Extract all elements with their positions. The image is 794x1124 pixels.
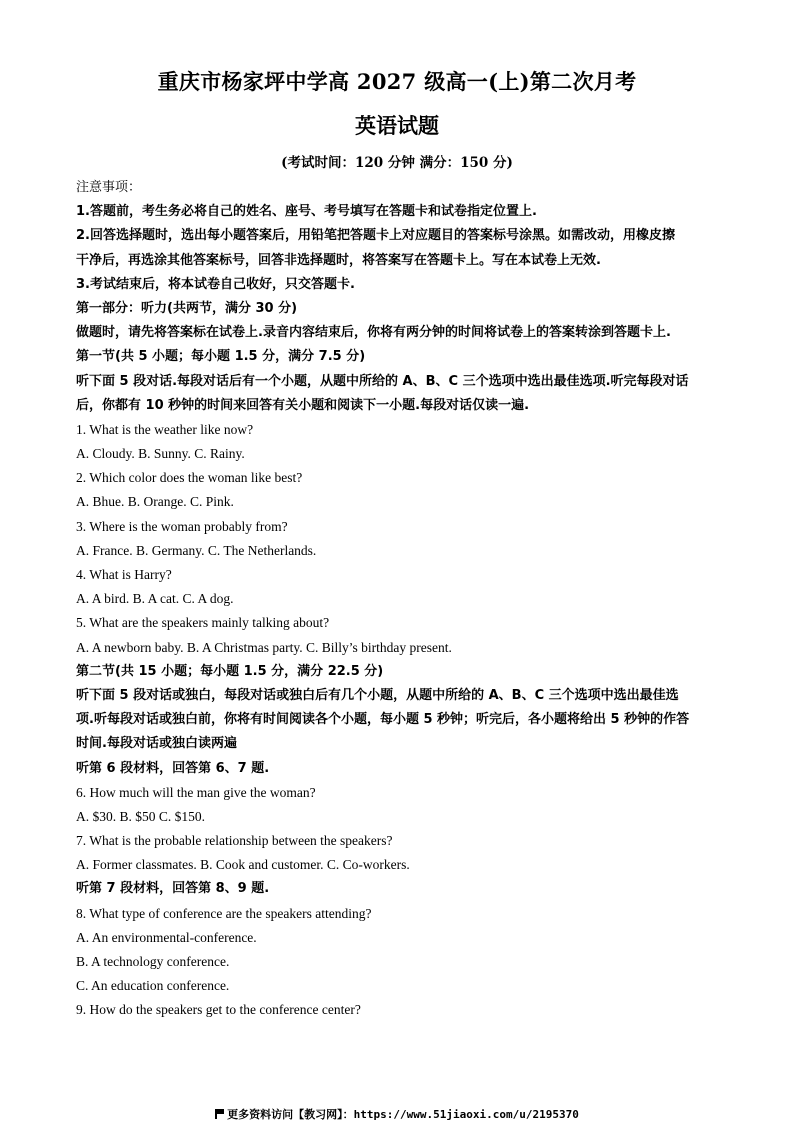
question-2-options: A. Bhue. B. Orange. C. Pink. [76, 494, 234, 510]
notes-heading: 注意事项： [76, 180, 142, 195]
material-6-heading: 听第 6 段材料，回答第 6、7 题. [76, 760, 270, 776]
note-item-1: 1.答题前，考生务必将自己的姓名、座号、考号填写在答题卡和试卷指定位置上. [76, 204, 537, 220]
material-7-heading: 听第 7 段材料，回答第 8、9 题. [76, 881, 270, 897]
question-1: 1. What is the weather like now? [76, 421, 254, 437]
exam-body [76, 176, 722, 1023]
question-7: 7. What is the probable relationship between the speakers? [76, 833, 393, 849]
note-item-2-line-1: 2.回答选择题时，选出每小题答案后，用铅笔把答题卡上对应题目的答案标号涂黑。如需改动，用橡皮擦 [76, 228, 675, 244]
section1-heading: 第一节(共 5 小题；每小题 1.5 分，满分 7.5 分) [76, 349, 366, 365]
question-8-option-a: A. An environmental-conference. [76, 929, 257, 945]
question-9: 9. How do the speakers get to the conference center? [76, 1002, 361, 1018]
question-3: 3. Where is the woman probably from? [76, 518, 288, 534]
footer-link-text[interactable]: 更多资料访问【教习网】：https://www.51jiaoxi.com/u/2195370 [227, 1108, 579, 1121]
flag-icon [215, 1109, 224, 1119]
exam-title: 重庆市杨家坪中学高 2027 级高一(上)第二次月考 [157, 69, 637, 94]
question-5: 5. What are the speakers mainly talking about? [76, 615, 330, 631]
question-4: 4. What is Harry? [76, 567, 172, 582]
section2-instruction-line-3: 时间.每段对话或独白读两遍 [76, 736, 237, 752]
question-8: 8. What type of conference are the speakers attending? [76, 905, 372, 921]
part1-heading: 第一部分：听力(共两节，满分 30 分) [76, 300, 298, 316]
section1-instruction-line-2: 后，你都有 10 秒钟的时间来回答有关小题和阅读下一小题.每段对话仅读一遍. [76, 397, 530, 413]
section1-instruction-line-1: 听下面 5 段对话.每段对话后有一个小题，从题中所给的 A、B、C 三个选项中选出最佳选项.听完每段对话 [76, 373, 689, 389]
question-3-options: A. France. B. Germany. C. The Netherlands. [76, 542, 317, 558]
question-1-options: A. Cloudy. B. Sunny. C. Rainy. [76, 446, 245, 462]
question-4-options: A. A bird. B. A cat. C. A dog. [76, 591, 234, 607]
exam-info: (考试时间：120 分钟 满分：150 分) [281, 155, 513, 171]
question-5-options: A. A newborn baby. B. A Christmas party. C. Billy’s birthday present. [76, 639, 452, 655]
question-2: 2. Which color does the woman like best? [76, 470, 303, 486]
section2-instruction-line-2: 项.听每段对话或独白前，你将有时间阅读各个小题，每小题 5 秒钟；听完后，各小题将给出 5 秒钟的作答 [76, 712, 690, 728]
question-7-options: A. Former classmates. B. Cook and customer. C. Co-workers. [76, 857, 410, 873]
note-item-3: 3.考试结束后，将本试卷自己收好，只交答题卡. [76, 276, 355, 292]
section2-heading: 第二节(共 15 小题；每小题 1.5 分，满分 22.5 分) [76, 663, 384, 679]
question-8-option-c: C. An education conference. [76, 978, 230, 994]
part1-instruction: 做题时，请先将答案标在试卷上.录音内容结束后，你将有两分钟的时间将试卷上的答案转涂到答题卡上. [76, 325, 671, 341]
note-item-2-line-2: 干净后，再选涂其他答案标号，回答非选择题时，将答案写在答题卡上。写在本试卷上无效. [76, 252, 601, 268]
question-8-option-b: B. A technology conference. [76, 954, 230, 969]
subject-title: 英语试题 [355, 113, 439, 138]
question-6-options: A. $30. B. $50 C. $150. [76, 808, 206, 824]
section2-instruction-line-1: 听下面 5 段对话或独白，每段对话或独白后有几个小题，从题中所给的 A、B、C 三个选项中选出最佳选 [76, 687, 679, 703]
footer-promo[interactable] [0, 1106, 794, 1122]
question-6: 6. How much will the man give the woman? [76, 784, 316, 800]
